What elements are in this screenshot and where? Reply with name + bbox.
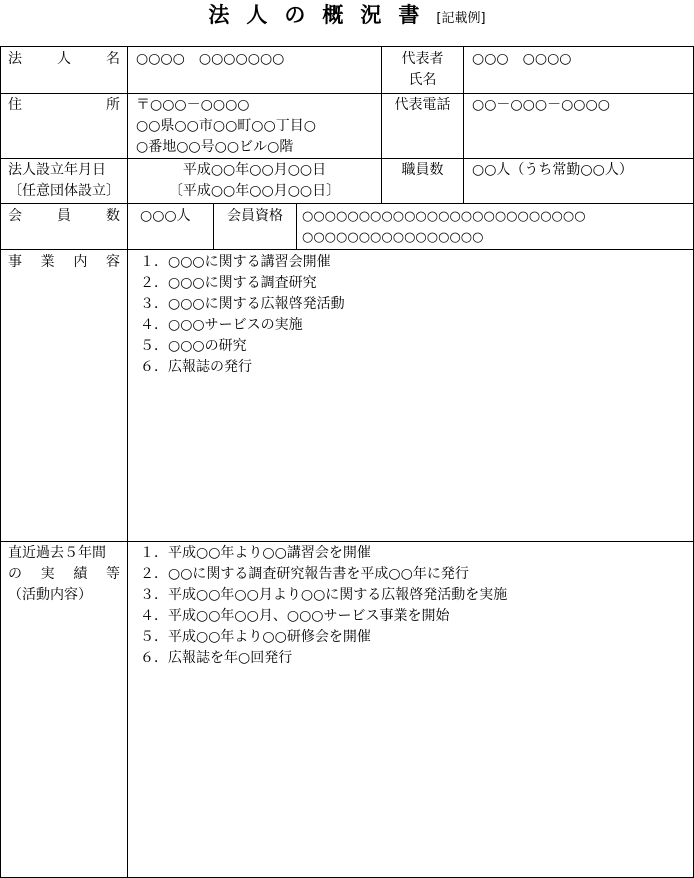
- label-record-2: [8, 564, 120, 585]
- label-char: 業: [40, 254, 55, 270]
- staff-value: ○○人（うち常勤○○人）: [472, 162, 633, 178]
- list-item: ２．○○に関する調査研究報告書を平成○○年に発行: [140, 566, 469, 582]
- label-record-1: 直近過去５年間: [8, 545, 106, 561]
- label-phone: 代表電話: [394, 97, 451, 113]
- list-item: １．○○○に関する講習会開催: [140, 254, 331, 270]
- label-char: 事: [8, 254, 22, 270]
- row-divider: [0, 158, 694, 159]
- list-item: ４．○○○サービスの実施: [140, 317, 303, 333]
- representative-value: ○○○ ○○○○: [472, 51, 572, 67]
- row-divider: [0, 541, 694, 542]
- founded-date-2: 〔平成○○年○○月○○日〕: [168, 183, 341, 199]
- label-record-3: （活動内容）: [8, 587, 92, 603]
- document-title: [0, 0, 694, 30]
- list-item: ６．広報誌の発行: [140, 359, 252, 375]
- label-char: 等: [105, 566, 120, 582]
- label-representative-2: 氏名: [408, 72, 437, 88]
- row-divider: [0, 203, 694, 204]
- list-item: １．平成○○年より○○講習会を開催: [140, 545, 371, 561]
- label-address: [8, 95, 120, 116]
- members-value: ○○○人: [140, 208, 191, 224]
- list-item: ６．広報誌を年○回発行: [140, 650, 293, 666]
- membership-qualification-line-2: ○○○○○○○○○○○○○○○○: [302, 230, 484, 245]
- list-item: ５．○○○の研究: [140, 338, 247, 354]
- founded-date-1: 平成○○年○○月○○日: [182, 162, 327, 178]
- address-line-1: 〒○○○－○○○○: [136, 97, 250, 113]
- label-founded-1: 法人設立年月日: [8, 162, 106, 178]
- address-line-3: ○番地○○号○○ビル○階: [136, 139, 294, 155]
- label-char: 法: [8, 51, 22, 67]
- label-char: 人: [57, 51, 71, 67]
- list-item: ５．平成○○年より○○研修会を開催: [140, 629, 371, 645]
- label-corporate-name: [8, 49, 120, 70]
- label-char: 住: [8, 97, 22, 113]
- col-divider: [463, 46, 464, 203]
- label-char: 会: [8, 208, 22, 224]
- label-char: 内: [73, 254, 88, 270]
- label-members: [8, 206, 120, 227]
- label-char: 員: [57, 208, 71, 224]
- label-char: の: [8, 566, 22, 582]
- col-divider: [296, 203, 297, 249]
- business-list: [140, 252, 345, 378]
- label-staff: 職員数: [401, 162, 444, 178]
- title-note: [記載例]: [436, 11, 486, 26]
- label-char: 数: [106, 208, 120, 224]
- address-line-2: ○○県○○市○○町○○丁目○: [136, 118, 316, 134]
- list-item: ３．○○○に関する広報啓発活動: [140, 296, 345, 312]
- list-item: ２．○○○に関する調査研究: [140, 275, 317, 291]
- row-divider: [0, 249, 694, 250]
- row-divider: [0, 93, 694, 94]
- phone-value: ○○－○○○－○○○○: [472, 97, 610, 113]
- label-char: 容: [105, 254, 120, 270]
- membership-qualification-line-1: ○○○○○○○○○○○○○○○○○○○○○○○○○: [302, 209, 586, 224]
- label-char: 所: [106, 97, 120, 113]
- label-char: 実: [40, 566, 55, 582]
- list-item: ４．平成○○年○○月、○○○サービス事業を開始: [140, 608, 450, 624]
- record-list: [140, 543, 507, 669]
- label-founded-2: 〔任意団体設立〕: [8, 183, 120, 199]
- label-business: [8, 252, 120, 273]
- list-item: ３．平成○○年○○月より○○に関する広報啓発活動を実施: [140, 587, 508, 603]
- title-main: 法人の概況書: [208, 3, 437, 27]
- label-char: 績: [73, 566, 88, 582]
- label-membership-qualification: 会員資格: [227, 208, 283, 224]
- corporate-name-value: ○○○○ ○○○○○○○: [136, 51, 285, 67]
- label-representative-1: 代表者: [401, 51, 444, 67]
- label-char: 名: [106, 51, 120, 67]
